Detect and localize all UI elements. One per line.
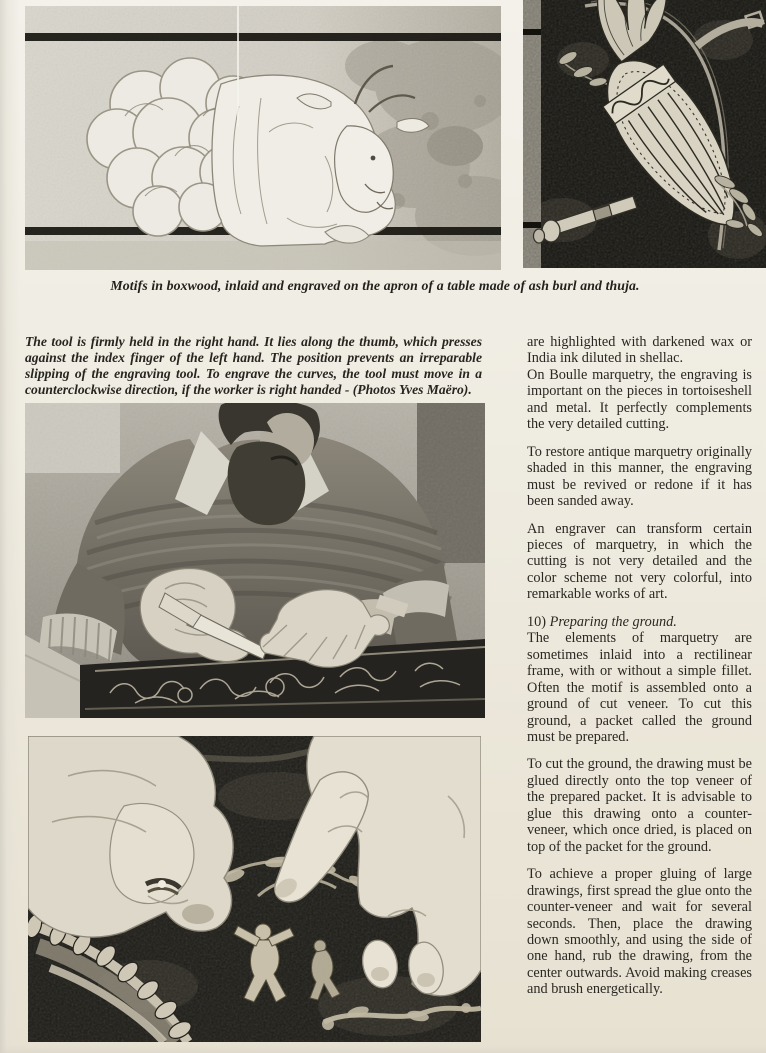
scan-edge-shadow [0,0,20,1053]
tool-photo-caption: The tool is firmly held in the right hand. It lies along the thumb, which presses against the index finger of the left hand. The position prevents an irreparable slipping of the engraving tool. To engrave the curves, the tool must move in a counterclockwise direction, if the worker is right handed - (Photos Yves Maëro). [25,334,482,398]
photo-hands [28,736,481,1042]
trophy-plate-illustration [523,0,766,268]
plate-caption: Motifs in boxwood, inlaid and engraved on the apron of a table made of ash burl and thuja. [110,278,640,293]
photo-plate-bull [25,6,501,270]
photo-plate-trophy [523,0,766,268]
body-text-column [527,334,752,998]
engraver-illustration [25,403,485,718]
section-title: Preparing the ground. [549,613,677,630]
paragraph: On Boulle marquetry, the engraving is important on the pieces in tortoiseshell and metal. It perfectly complements the very detailed cutting. [527,366,752,433]
scan-bottom-shadow [0,1045,766,1053]
section-heading [527,614,752,630]
hands-illustration [28,736,481,1042]
paragraph: To achieve a proper gluing of large drawings, first spread the glue onto the counter-veneer and wait for several seconds. Then, place the drawing down smoothly, and using the side of one hand, rub the drawing, from the center outwards. Avoid making creases and brush energetically. [527,866,752,998]
bull-plate-illustration [25,6,501,270]
paragraph: are highlighted with darkened wax or India ink diluted in shellac. [527,334,752,367]
photo-engraver [25,403,485,718]
paragraph: An engraver can transform certain pieces of marquetry, in which the cutting is not very detailed and the color scheme not very colorful, into remarkable works of art. [527,520,752,603]
section-number: 10) [527,613,547,630]
paragraph: The elements of marquetry are sometimes inlaid into a rectilinear frame, with or without a simple fillet. Often the motif is assembled onto a ground of cut veneer. To cut this ground, a packet called the ground must be prepared. [527,630,752,745]
paragraph: To restore antique marquetry originally shaded in this manner, the engraving must be revived or redone if it has been sanded away. [527,443,752,510]
paragraph: To cut the ground, the drawing must be glued directly onto the top veneer of the prepared packet. It is advisable to glue this drawing onto a counter-veneer, which once dried, is placed on top of the packet for the ground. [527,756,752,855]
